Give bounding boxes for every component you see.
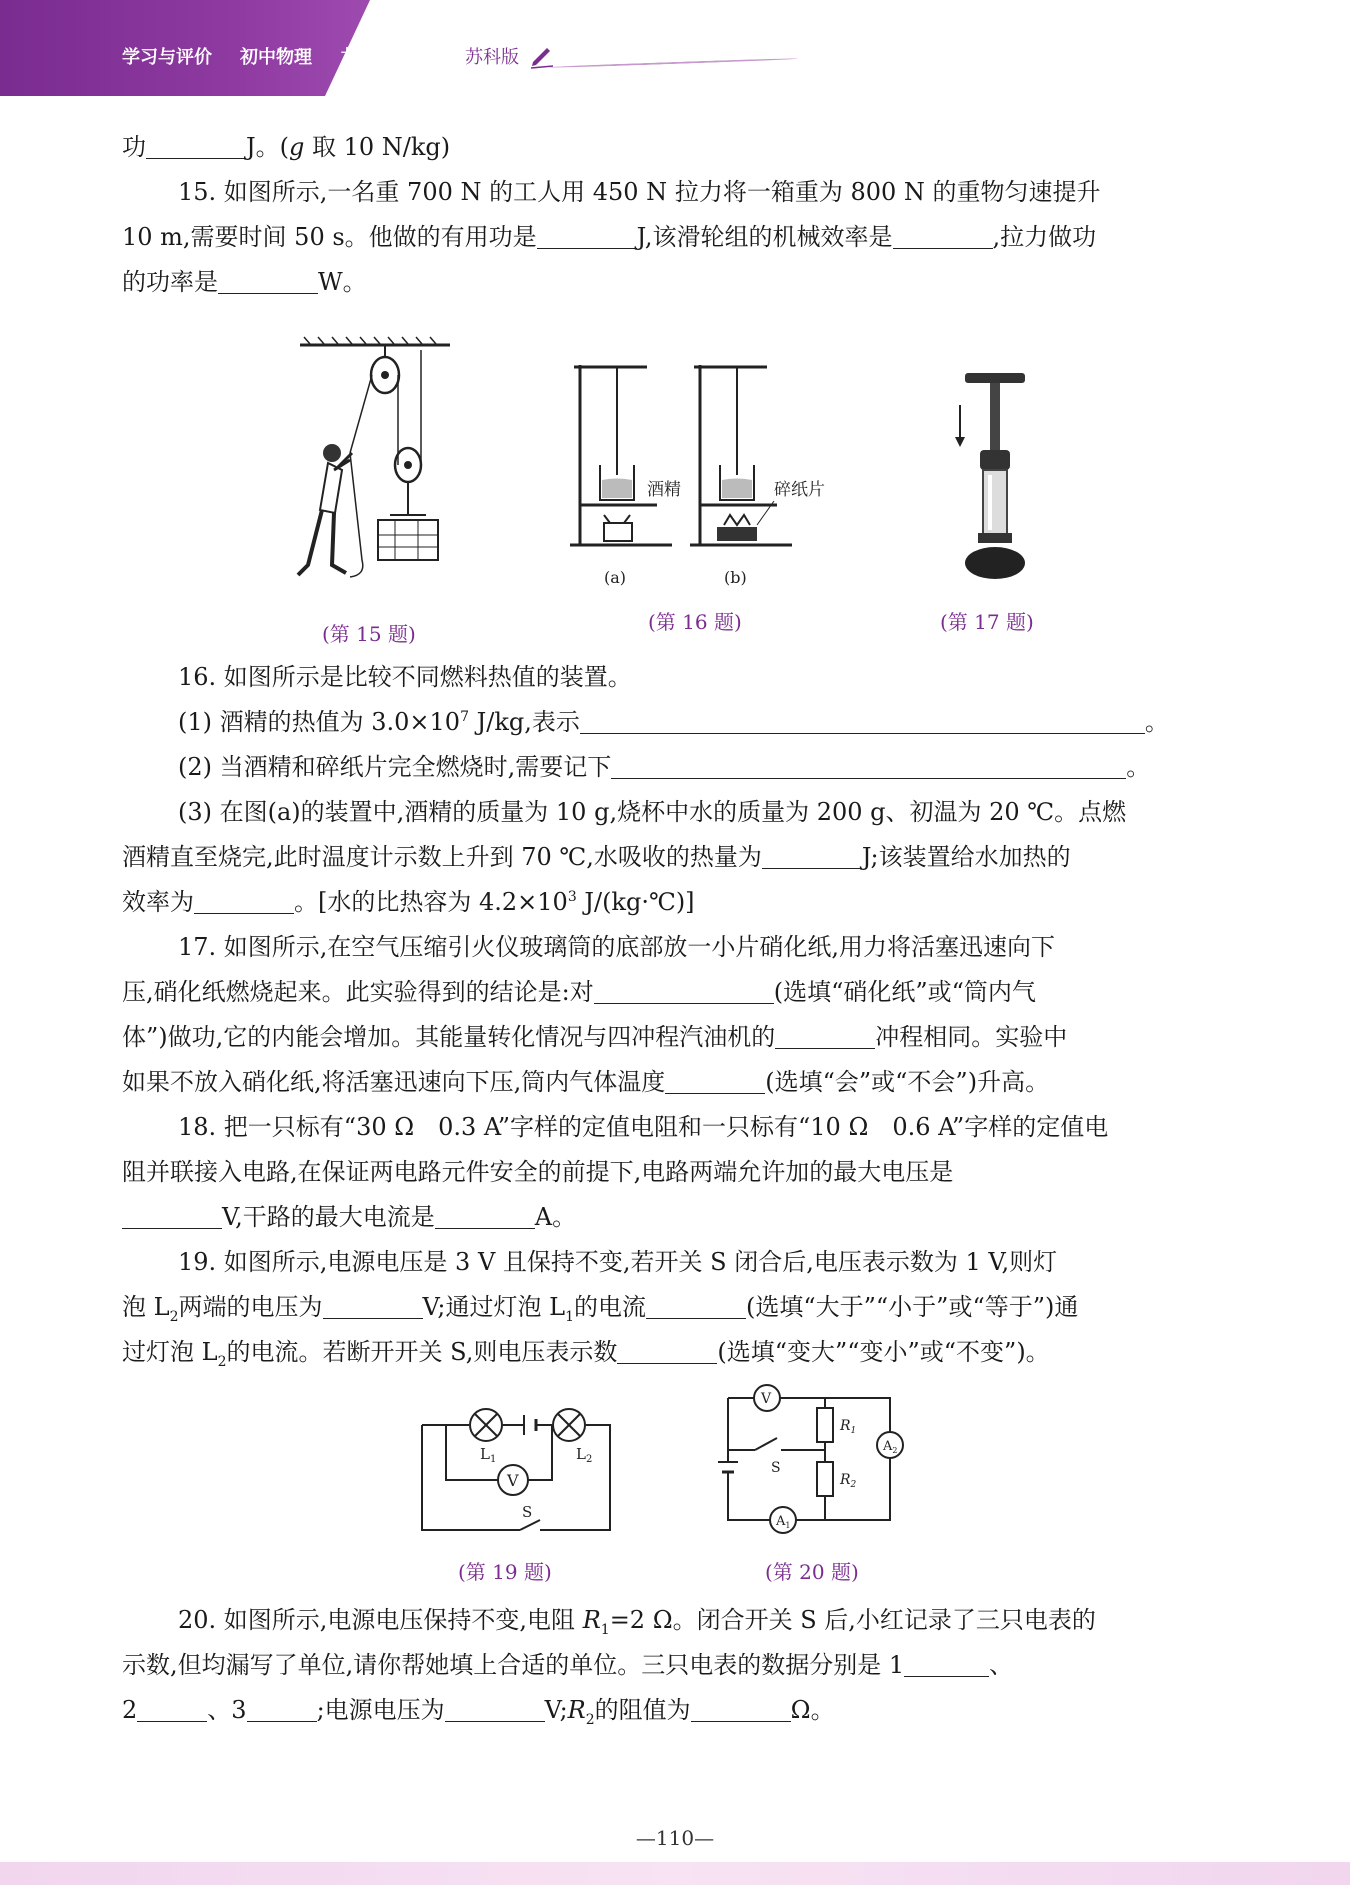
q15-line-2: 10 m,需要时间 50 s。他做的有用功是 J,该滑轮组的机械效率是 ,拉力做功 <box>122 215 1212 260</box>
q19-line-3: 过灯泡 $L_2$的电流。若断开开关 S,则电压表示数 (选填“变大”“变小”或“不变”)。 <box>122 1330 1212 1375</box>
q20-line-3: 2 、3 ;电源电压为 $V;R_2$的阻值为 Ω。 <box>122 1688 1212 1733</box>
answer-blank[interactable] <box>617 1333 717 1364</box>
q16-sub-3-line-3: 效率为 。[水的比热容为 $4.2\times 10^3$ J/(kg·℃)] <box>122 880 1212 925</box>
figure-16-heat-value-apparatus <box>562 355 842 595</box>
answer-blank[interactable] <box>146 128 246 159</box>
figure-19-circuit <box>412 1405 622 1540</box>
q18-line-2: 阻并联接入电路,在保证两电路元件安全的前提下,电路两端允许加的最大电压是 <box>122 1158 954 1186</box>
label-L2: $L_2$ <box>576 1445 593 1465</box>
q16-sub-1: (1) 酒精的热值为 $3.0\times 10^7$ J/kg,表示 。 <box>178 700 1212 745</box>
label-a: (a) <box>604 568 627 587</box>
figure-20-circuit <box>715 1380 930 1535</box>
footer-band <box>0 1862 1350 1885</box>
caption-15: (第 15 题) <box>322 622 416 646</box>
answer-blank[interactable] <box>665 1063 765 1094</box>
header-subject: 初中物理 <box>240 47 312 68</box>
q17-line-1: 17. 如图所示,在空气压缩引火仪玻璃筒的底部放一小片硝化纸,用力将活塞迅速向下 <box>178 933 1056 961</box>
q19-line-1: 19. 如图所示,电源电压是 3 V 且保持不变,若开关 S 闭合后,电压表示数为 1 V,则灯 <box>178 1248 1058 1276</box>
label-voltmeter: V <box>761 1391 772 1407</box>
answer-blank[interactable] <box>247 1691 317 1722</box>
answer-blank[interactable] <box>323 1288 423 1319</box>
answer-blank[interactable] <box>775 1018 875 1049</box>
page-number: —110— <box>635 1826 715 1850</box>
q16-sub-2: (2) 当酒精和碎纸片完全燃烧时,需要记下 。 <box>178 745 1212 790</box>
header-book: 学习与评价 <box>122 47 212 68</box>
caption-17: (第 17 题) <box>940 610 1034 634</box>
answer-blank[interactable] <box>691 1691 791 1722</box>
label-R2: $R_2$ <box>840 1472 857 1490</box>
figure-17-air-compression-igniter <box>950 365 1040 585</box>
header-edition: 苏科版 <box>465 47 519 68</box>
answer-blank[interactable] <box>762 838 862 869</box>
caption-16: (第 16 题) <box>648 610 742 634</box>
label-b: (b) <box>724 568 747 587</box>
label-alcohol: 酒精 <box>647 480 681 500</box>
answer-blank[interactable] <box>445 1691 545 1722</box>
q15-line-3: 的功率是 W。 <box>122 260 1212 305</box>
answer-blank[interactable] <box>537 218 637 249</box>
answer-blank[interactable] <box>904 1646 989 1677</box>
q16-line-1: 16. 如图所示是比较不同燃料热值的装置。 <box>178 663 632 691</box>
q16-sub-3-line-1: (3) 在图(a)的装置中,酒精的质量为 10 g,烧杯中水的质量为 200 g、初温为 20 ℃。点燃 <box>178 798 1127 826</box>
answer-blank[interactable] <box>611 748 1126 779</box>
label-R1: $R_1$ <box>840 1418 857 1436</box>
header-decorative-line <box>548 58 798 69</box>
label-ammeter-1: $A_1$ <box>776 1514 791 1530</box>
answer-blank[interactable] <box>594 973 774 1004</box>
q15-line-1: 15. 如图所示,一名重 700 N 的工人用 450 N 拉力将一箱重为 800 N 的重物匀速提升 <box>178 178 1101 206</box>
label-switch: S <box>522 1503 533 1521</box>
q20-line-2: 示数,但均漏写了单位,请你帮她填上合适的单位。三只电表的数据分别是 1 、 <box>122 1643 1212 1688</box>
answer-blank[interactable] <box>580 703 1145 734</box>
label-paper: 碎纸片 <box>774 480 825 500</box>
caption-20: (第 20 题) <box>765 1560 859 1584</box>
q20-line-1: 20. 如图所示,电源电压保持不变,电阻 $R_1=2$ Ω。闭合开关 S 后,小红记录了三只电表的 <box>178 1606 1096 1638</box>
q14-tail-line: 功 J。(g 取 10 N/kg) <box>122 125 1212 170</box>
answer-blank[interactable] <box>122 1198 222 1229</box>
q17-line-4: 如果不放入硝化纸,将活塞迅速向下压,筒内气体温度 (选填“会”或“不会”)升高。 <box>122 1060 1212 1105</box>
label-switch: S <box>771 1460 781 1476</box>
q18-line-3: V,干路的最大电流是 A。 <box>122 1195 1212 1240</box>
label-voltmeter: V <box>507 1471 519 1490</box>
q19-line-2: 泡 $L_2$两端的电压为 V;通过灯泡 $L_1$的电流 (选填“大于”“小于”或“等于”)通 <box>122 1285 1212 1330</box>
answer-blank[interactable] <box>194 883 294 914</box>
header-grade: 九年级上册 <box>340 47 430 68</box>
answer-blank[interactable] <box>137 1691 207 1722</box>
answer-blank[interactable] <box>435 1198 535 1229</box>
q17-line-3: 体”)做功,它的内能会增加。其能量转化情况与四冲程汽油机的 冲程相同。实验中 <box>122 1015 1212 1060</box>
answer-blank[interactable] <box>646 1288 746 1319</box>
q17-line-2: 压,硝化纸燃烧起来。此实验得到的结论是:对 (选填“硝化纸”或“筒内气 <box>122 970 1212 1015</box>
label-ammeter-2: $A_2$ <box>883 1439 898 1455</box>
answer-blank[interactable] <box>893 218 993 249</box>
figure-15-pulley <box>290 335 470 585</box>
caption-19: (第 19 题) <box>458 1560 552 1584</box>
answer-blank[interactable] <box>218 263 318 294</box>
q16-sub-3-line-2: 酒精直至烧完,此时温度计示数上升到 70 ℃,水吸收的热量为 J;该装置给水加热的 <box>122 835 1212 880</box>
label-L1: $L_1$ <box>480 1445 497 1465</box>
q18-line-1: 18. 把一只标有“30 Ω 0.3 A”字样的定值电阻和一只标有“10 Ω 0.6 A”字样的定值电 <box>178 1113 1109 1141</box>
